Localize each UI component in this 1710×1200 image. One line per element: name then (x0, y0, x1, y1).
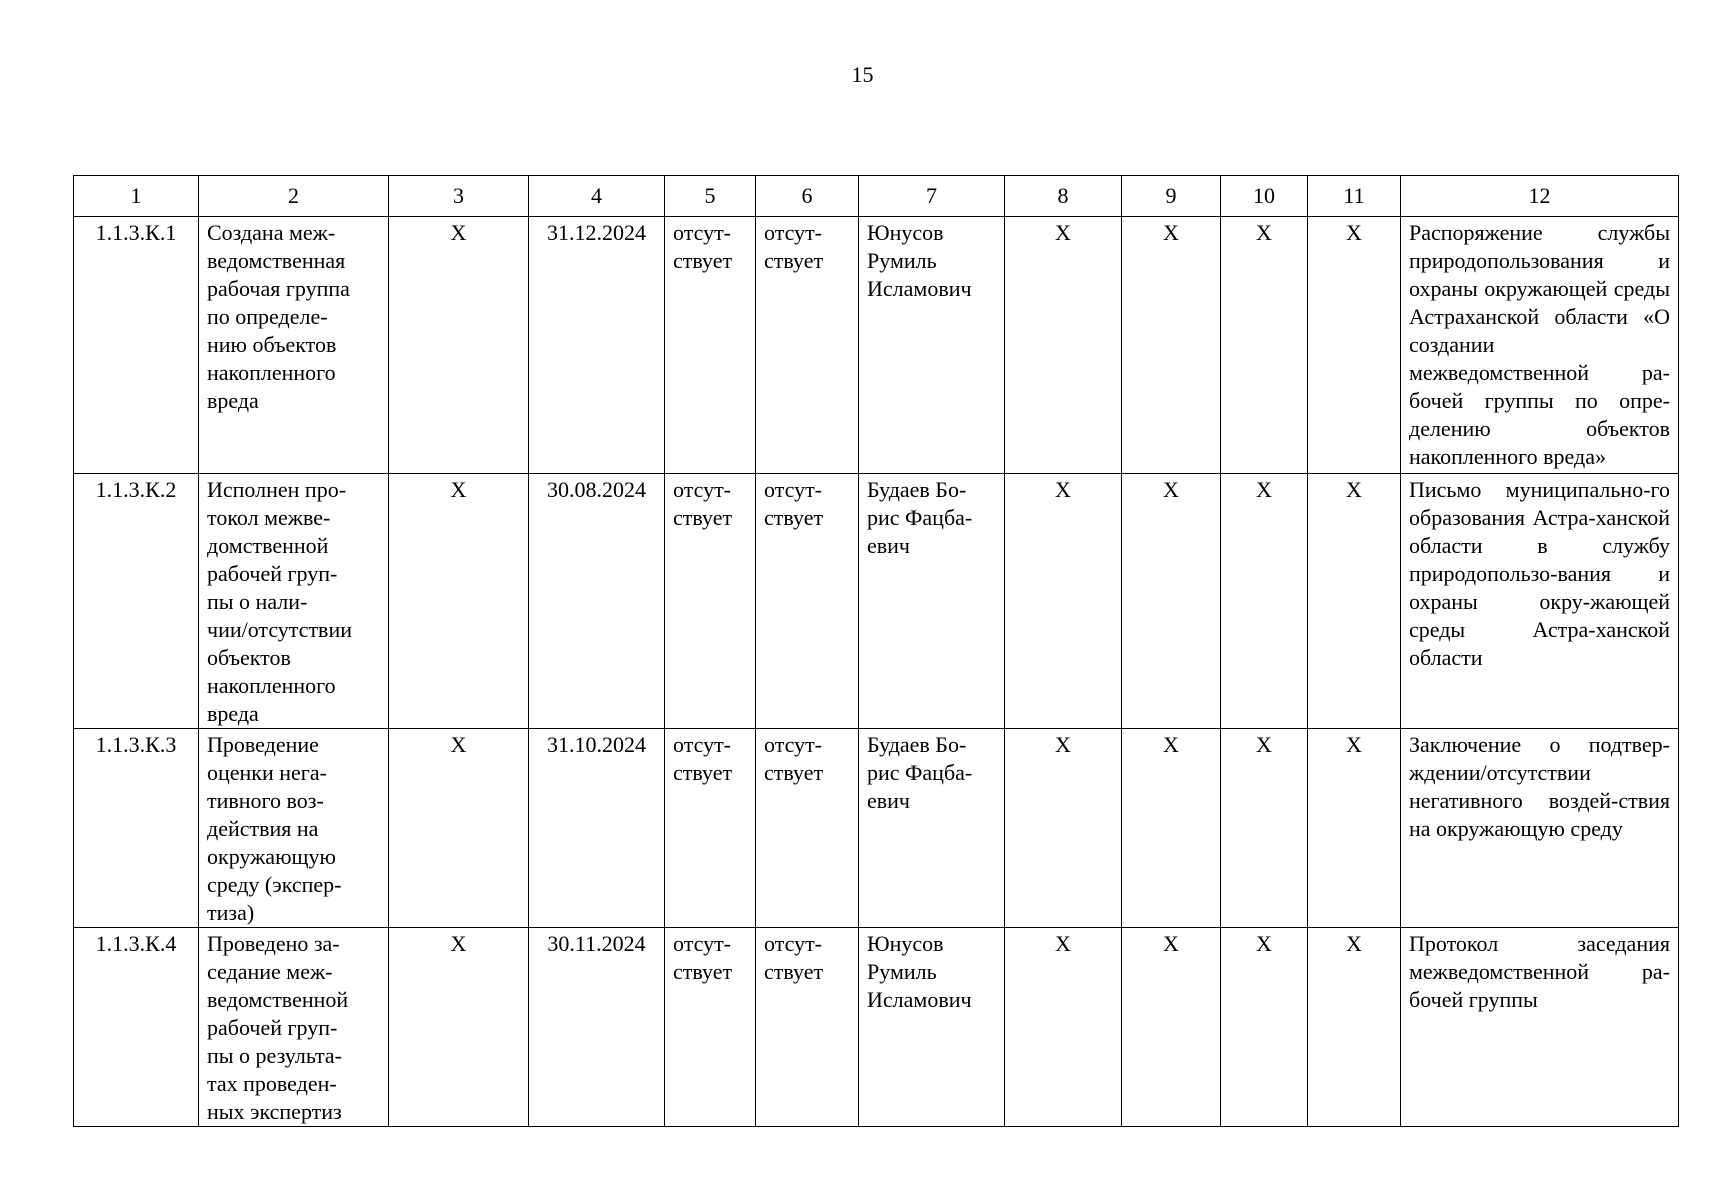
cell-mark: X (1005, 217, 1122, 474)
document-text: Протокол заседания межведомственной ра-бочей группы (1401, 928, 1679, 1127)
cell-absent: отсут- ствует (756, 474, 859, 729)
cell-mark: X (1308, 928, 1401, 1127)
cell-absent: отсут- ствует (756, 217, 859, 474)
cell-mark: X (1221, 729, 1308, 928)
cell-mark: X (389, 474, 529, 729)
cell-absent: отсут- ствует (665, 217, 756, 474)
cell-mark: X (1221, 474, 1308, 729)
column-header: 12 (1401, 176, 1679, 217)
row-code: 1.1.3.К.4 (74, 928, 199, 1127)
cell-absent: отсут- ствует (665, 928, 756, 1127)
cell-mark: X (1122, 729, 1221, 928)
cell-mark: X (389, 928, 529, 1127)
cell-mark: X (1308, 217, 1401, 474)
cell-mark: X (1005, 928, 1122, 1127)
document-text: Письмо муниципально-го образования Астра-ханской области в службу природопользо-вания и охраны окру-жающей среды Астра-ханской области (1401, 474, 1679, 729)
responsible-person: Будаев Бо- рис Фацба- евич (859, 474, 1005, 729)
deadline-date: 30.11.2024 (529, 928, 665, 1127)
column-header: 2 (199, 176, 389, 217)
column-header: 9 (1122, 176, 1221, 217)
table-row (74, 928, 1679, 1127)
responsible-person: Юнусов Румиль Исламович (859, 928, 1005, 1127)
cell-mark: X (1005, 729, 1122, 928)
column-header: 3 (389, 176, 529, 217)
responsible-person: Будаев Бо- рис Фацба- евич (859, 729, 1005, 928)
deadline-date: 31.12.2024 (529, 217, 665, 474)
column-header: 10 (1221, 176, 1308, 217)
cell-mark: X (1122, 217, 1221, 474)
cell-absent: отсут- ствует (665, 474, 756, 729)
column-header: 4 (529, 176, 665, 217)
document-text: Распоряжение службы природопользования и охраны окружающей среды Астраханской области «О создании межведомственной ра-бочей группы по опре-делению объектов накопленного вреда» (1401, 217, 1679, 474)
event-text: Исполнен про- токол межве- домственной рабочей груп- пы о нали- чии/отсутствии объектов накопленного вреда (199, 474, 389, 729)
cell-mark: X (1308, 729, 1401, 928)
cell-absent: отсут- ствует (756, 928, 859, 1127)
document-text: Заключение о подтвер-ждении/отсутствии негативного воздей-ствия на окружающую среду (1401, 729, 1679, 928)
responsible-person: Юнусов Румиль Исламович (859, 217, 1005, 474)
page-number: 15 (851, 62, 874, 87)
cell-mark: X (1122, 474, 1221, 729)
cell-absent: отсут- ствует (665, 729, 756, 928)
table-row (74, 729, 1679, 928)
cell-mark: X (1308, 474, 1401, 729)
cell-mark: X (389, 729, 529, 928)
cell-mark: X (1005, 474, 1122, 729)
cell-absent: отсут- ствует (756, 729, 859, 928)
column-header: 8 (1005, 176, 1122, 217)
cell-mark: X (1221, 928, 1308, 1127)
column-header: 5 (665, 176, 756, 217)
cell-mark: X (389, 217, 529, 474)
column-header: 6 (756, 176, 859, 217)
table-row (74, 474, 1679, 729)
event-text: Проведение оценки нега- тивного воз- действия на окружающую среду (экспер- тиза) (199, 729, 389, 928)
table-row (74, 217, 1679, 474)
event-text: Проведено за- седание меж- ведомственной рабочей груп- пы о результа- тах проведен- ных экспертиз (199, 928, 389, 1127)
event-text: Создана меж- ведомственная рабочая группа по определе- нию объектов накопленного вреда (199, 217, 389, 474)
cell-mark: X (1122, 928, 1221, 1127)
row-code: 1.1.3.К.2 (74, 474, 199, 729)
cell-mark: X (1221, 217, 1308, 474)
deadline-date: 31.10.2024 (529, 729, 665, 928)
column-header: 1 (74, 176, 199, 217)
deadline-date: 30.08.2024 (529, 474, 665, 729)
header-row (74, 176, 1679, 217)
row-code: 1.1.3.К.1 (74, 217, 199, 474)
column-header: 11 (1308, 176, 1401, 217)
column-header: 7 (859, 176, 1005, 217)
row-code: 1.1.3.К.3 (74, 729, 199, 928)
plan-table (73, 175, 1679, 1127)
